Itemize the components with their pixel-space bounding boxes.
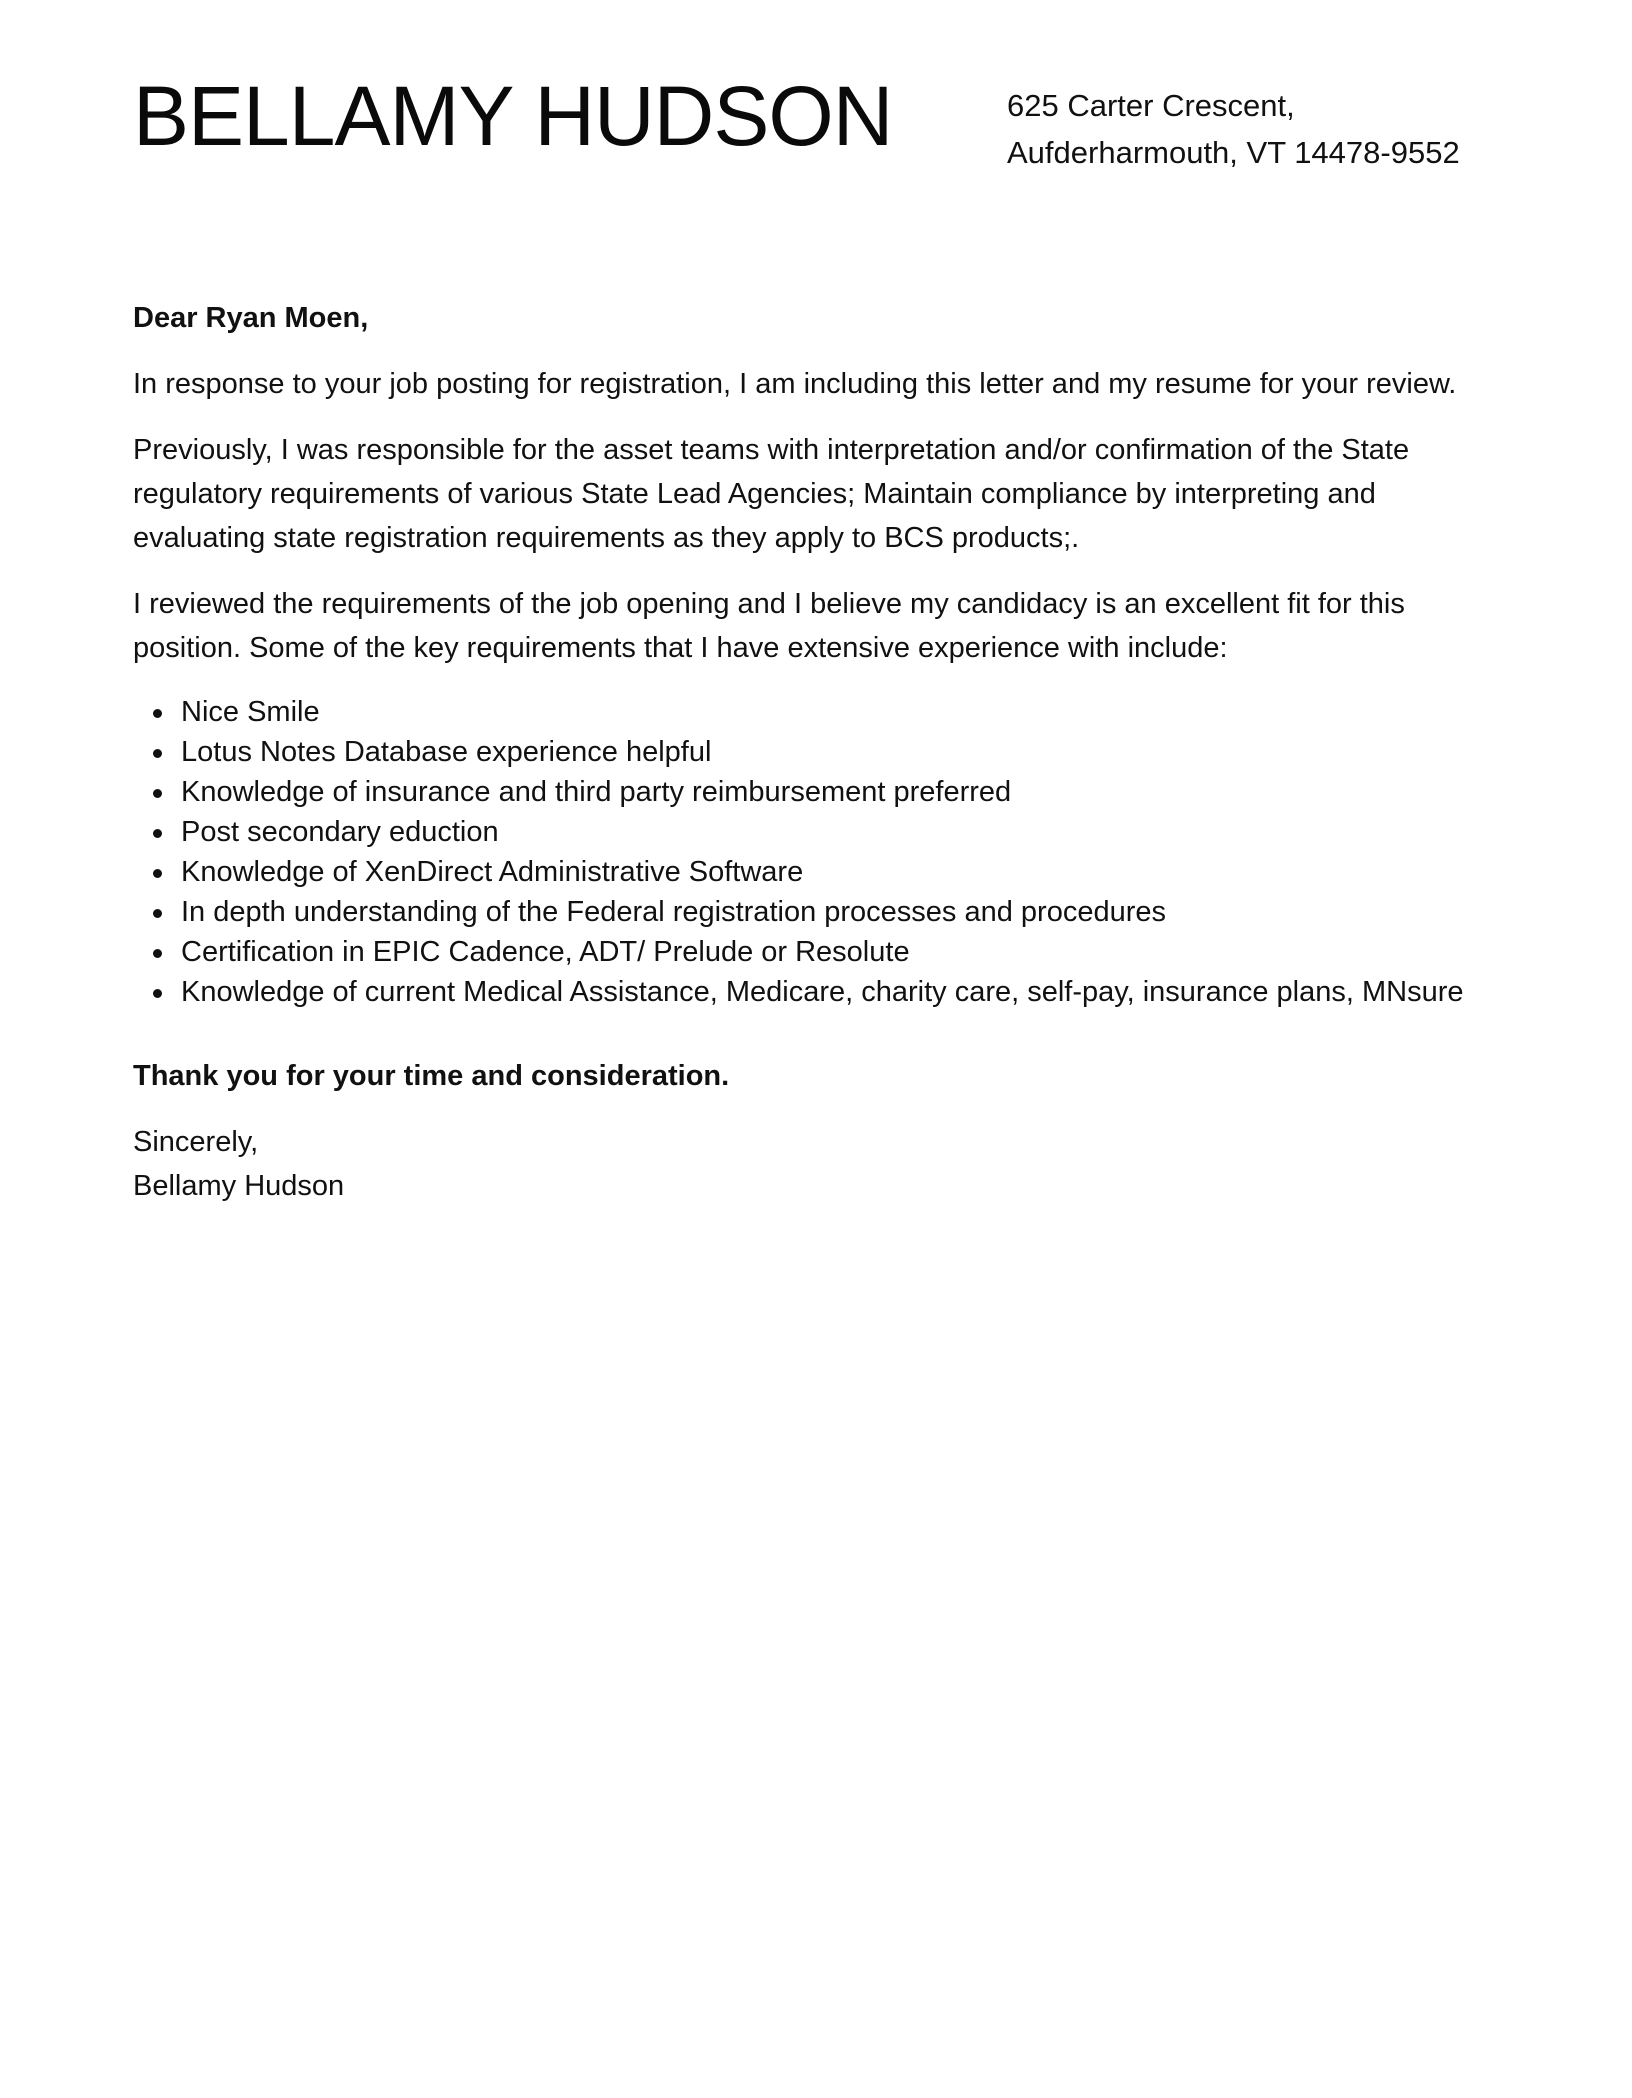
list-item-text: Knowledge of XenDirect Administrative Software — [181, 856, 804, 888]
list-item — [133, 892, 1499, 932]
bullet-icon — [153, 869, 162, 878]
signoff-phrase: Sincerely, — [133, 1126, 259, 1158]
list-item-text: Knowledge of current Medical Assistance, Medicare, charity care, self-pay, insurance plans, MNsure — [181, 976, 1464, 1008]
list-item — [133, 932, 1499, 972]
bullet-icon — [153, 749, 162, 758]
letter-header — [133, 69, 1499, 184]
bullet-icon — [153, 949, 162, 958]
signoff-block — [133, 1120, 1499, 1208]
bullet-icon — [153, 829, 162, 838]
bullet-icon — [153, 789, 162, 798]
address-line-2: Aufderharmouth, VT 14478-9552 — [1007, 135, 1460, 170]
list-item — [133, 812, 1499, 852]
closing-statement: Thank you for your time and consideration. — [133, 1060, 730, 1092]
bullet-icon — [153, 709, 162, 718]
paragraph-requirements-intro: I reviewed the requirements of the job opening and I believe my candidacy is an excellent fit for this position. Some of the key requirements that I have extensive experience with include: — [133, 588, 1405, 664]
list-item-text: In depth understanding of the Federal registration processes and procedures — [181, 896, 1167, 928]
letter-body — [133, 296, 1499, 1208]
list-item-text: Knowledge of insurance and third party reimbursement preferred — [181, 776, 1012, 808]
paragraph-intro: In response to your job posting for registration, I am including this letter and my resume for your review. — [133, 368, 1457, 400]
salutation: Dear Ryan Moen, — [133, 302, 369, 334]
list-item-text: Nice Smile — [181, 696, 320, 728]
requirements-list — [133, 692, 1499, 1012]
bullet-icon — [153, 989, 162, 998]
signature-name: Bellamy Hudson — [133, 1170, 345, 1202]
bullet-icon — [153, 909, 162, 918]
applicant-name: BELLAMY HUDSON — [133, 69, 893, 163]
applicant-address — [1007, 82, 1460, 176]
list-item — [133, 692, 1499, 732]
list-item-text: Post secondary eduction — [181, 816, 499, 848]
list-item — [133, 852, 1499, 892]
list-item — [133, 972, 1499, 1012]
list-item-text: Lotus Notes Database experience helpful — [181, 736, 712, 768]
list-item — [133, 732, 1499, 772]
address-line-1: 625 Carter Crescent, — [1007, 88, 1295, 123]
list-item-text: Certification in EPIC Cadence, ADT/ Prelude or Resolute — [181, 936, 910, 968]
paragraph-experience: Previously, I was responsible for the asset teams with interpretation and/or confirmation of the State regulatory requirements of various State Lead Agencies; Maintain compliance by interpreting and evaluating state registration requirements as they apply to BCS products;. — [133, 434, 1410, 554]
list-item — [133, 772, 1499, 812]
